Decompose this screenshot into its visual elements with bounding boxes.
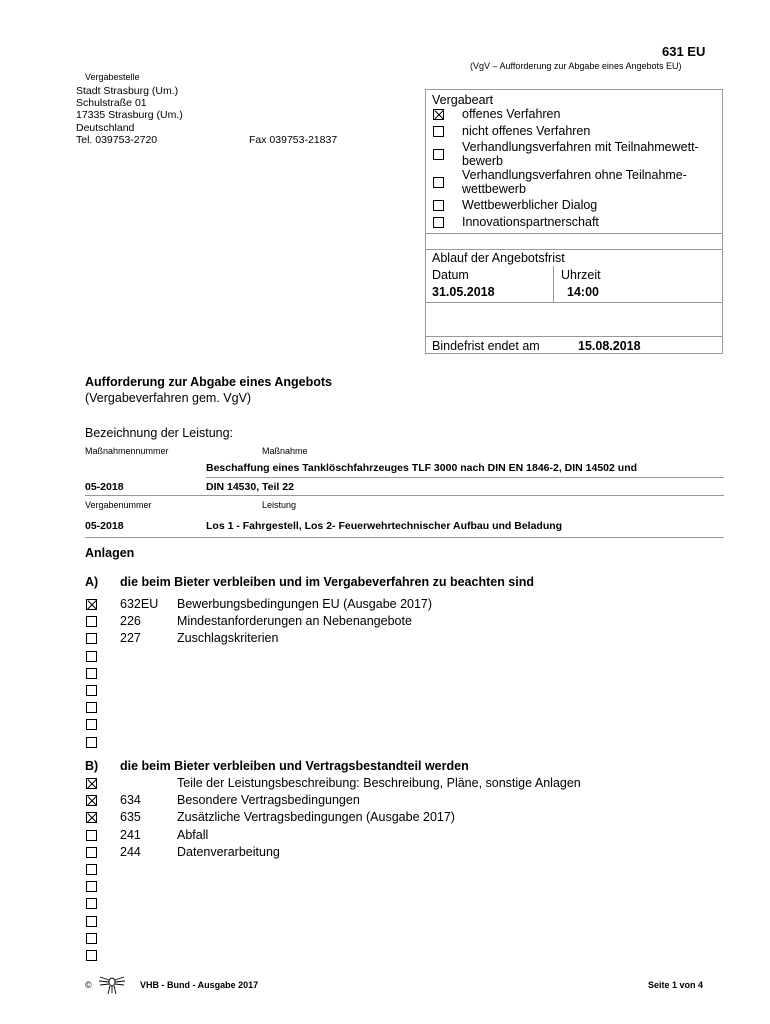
measure-number-label: Maßnahmennummer xyxy=(85,446,169,456)
award-number-label: Vergabenummer xyxy=(85,500,152,510)
attachment-checkbox[interactable] xyxy=(86,599,97,610)
divider xyxy=(553,266,554,302)
attachment-checkbox[interactable] xyxy=(86,719,97,730)
attachment-checkbox[interactable] xyxy=(86,864,97,875)
attachment-checkbox[interactable] xyxy=(86,847,97,858)
attachment-number: 635 xyxy=(120,810,141,825)
authority-fax: Fax 039753-21837 xyxy=(249,134,338,146)
authority-country: Deutschland xyxy=(76,122,135,134)
attachment-checkbox[interactable] xyxy=(86,950,97,961)
authority-name: Stadt Strasburg (Um.) xyxy=(76,85,179,97)
section-a-title: die beim Bieter verbleiben und im Vergabeverfahren zu beachten sind xyxy=(120,575,535,589)
footer-edition: VHB - Bund - Ausgabe 2017 xyxy=(140,980,259,990)
attachment-number: 226 xyxy=(120,614,141,629)
attachment-checkbox[interactable] xyxy=(86,916,97,927)
deadline-label: Ablauf der Angebotsfrist xyxy=(432,251,565,265)
procedure-option-checkbox[interactable] xyxy=(433,126,444,137)
page-title: Aufforderung zur Abgabe eines Angebots xyxy=(85,375,332,389)
copyright: © xyxy=(85,980,92,990)
time-label: Uhrzeit xyxy=(561,268,601,282)
attachment-checkbox[interactable] xyxy=(86,933,97,944)
attachment-text: Besondere Vertragsbedingungen xyxy=(177,793,360,808)
divider xyxy=(425,233,723,234)
measure-number: 05-2018 xyxy=(85,481,124,493)
procedure-option-checkbox[interactable] xyxy=(433,217,444,228)
attachment-number: 634 xyxy=(120,793,141,808)
measure-value-line1: Beschaffung eines Tanklöschfahrzeuges TLF 3000 nach DIN EN 1846-2, DIN 14502 und xyxy=(206,462,638,474)
attachment-text: Mindestanforderungen an Nebenangebote xyxy=(177,614,412,629)
section-b-title: die beim Bieter verbleiben und Vertragsbestandteil werden xyxy=(120,759,469,773)
attachment-checkbox[interactable] xyxy=(86,651,97,662)
attachment-number: 244 xyxy=(120,844,141,859)
attachment-checkbox[interactable] xyxy=(86,633,97,644)
page-subtitle: (Vergabeverfahren gem. VgV) xyxy=(85,391,252,405)
deadline-time: 14:00 xyxy=(567,285,599,299)
attachment-text: Zusätzliche Vertragsbedingungen (Ausgabe 2017) xyxy=(177,810,455,825)
procedure-option-checkbox[interactable] xyxy=(433,200,444,211)
procedure-option-checkbox[interactable] xyxy=(433,177,444,188)
award-number: 05-2018 xyxy=(85,520,124,532)
attachment-checkbox[interactable] xyxy=(86,795,97,806)
attachment-text: Abfall xyxy=(177,827,209,842)
procedure-option-label-cont: wettbewerb xyxy=(462,182,526,196)
attachment-checkbox[interactable] xyxy=(86,668,97,679)
attachments-heading: Anlagen xyxy=(85,546,135,560)
attachment-number: 241 xyxy=(120,827,141,842)
procedure-option-label: Wettbewerblicher Dialog xyxy=(462,198,598,212)
divider xyxy=(85,537,724,538)
attachment-text: Datenverarbeitung xyxy=(177,844,280,859)
procedure-option-label-cont: bewerb xyxy=(462,154,503,168)
date-label: Datum xyxy=(432,268,469,282)
attachment-text: Bewerbungsbedingungen EU (Ausgabe 2017) xyxy=(177,597,433,611)
divider xyxy=(425,302,723,303)
procedure-option-label: Verhandlungsverfahren mit Teilnahmewett- xyxy=(462,140,699,154)
authority-label: Vergabestelle xyxy=(85,72,140,82)
procedure-option-label: Innovationspartnerschaft xyxy=(462,215,599,229)
attachment-checkbox[interactable] xyxy=(86,702,97,713)
binding-period-date: 15.08.2018 xyxy=(578,339,641,353)
divider xyxy=(425,336,723,337)
procedure-option-label: offenes Verfahren xyxy=(462,107,561,121)
attachment-checkbox[interactable] xyxy=(86,812,97,823)
authority-tel: Tel. 039753-2720 xyxy=(76,134,158,146)
authority-street: Schulstraße 01 xyxy=(76,97,147,109)
attachment-checkbox[interactable] xyxy=(86,737,97,748)
form-subtitle: (VgV – Aufforderung zur Abgabe eines Angebots EU) xyxy=(470,61,682,71)
attachment-checkbox[interactable] xyxy=(86,616,97,627)
binding-period-label: Bindefrist endet am xyxy=(432,339,540,353)
measure-value-line2: DIN 14530, Teil 22 xyxy=(206,481,294,493)
procedure-option-label: nicht offenes Verfahren xyxy=(462,124,591,138)
authority-city: 17335 Strasburg (Um.) xyxy=(76,109,183,121)
section-a-letter: A) xyxy=(85,575,99,589)
service-value: Los 1 - Fahrgestell, Los 2- Feuerwehrtechnischer Aufbau und Beladung xyxy=(206,520,563,532)
attachment-checkbox[interactable] xyxy=(86,830,97,841)
procedure-option-label: Verhandlungsverfahren ohne Teilnahme- xyxy=(462,168,687,182)
divider xyxy=(425,249,723,250)
service-type-label: Leistung xyxy=(262,500,297,510)
measure-label: Maßnahme xyxy=(262,446,308,456)
attachment-checkbox[interactable] xyxy=(86,881,97,892)
page-number: Seite 1 von 4 xyxy=(648,980,704,990)
attachment-number: 632EU xyxy=(120,597,159,611)
attachment-text: Zuschlagskriterien xyxy=(177,631,279,646)
procedure-option-checkbox[interactable] xyxy=(433,109,444,120)
federal-eagle-icon xyxy=(96,974,128,996)
deadline-date: 31.05.2018 xyxy=(432,285,495,299)
attachment-text: Teile der Leistungsbeschreibung: Beschreibung, Pläne, sonstige Anlagen xyxy=(177,776,581,790)
service-label: Bezeichnung der Leistung: xyxy=(85,426,234,440)
attachment-checkbox[interactable] xyxy=(86,778,97,789)
procedure-type-label: Vergabeart xyxy=(432,93,494,107)
attachment-number: 227 xyxy=(120,631,141,646)
divider xyxy=(206,477,724,478)
attachment-checkbox[interactable] xyxy=(86,685,97,696)
attachment-checkbox[interactable] xyxy=(86,898,97,909)
procedure-option-checkbox[interactable] xyxy=(433,149,444,160)
divider xyxy=(85,495,724,496)
form-number: 631 EU xyxy=(662,44,706,59)
section-b-letter: B) xyxy=(85,759,99,773)
